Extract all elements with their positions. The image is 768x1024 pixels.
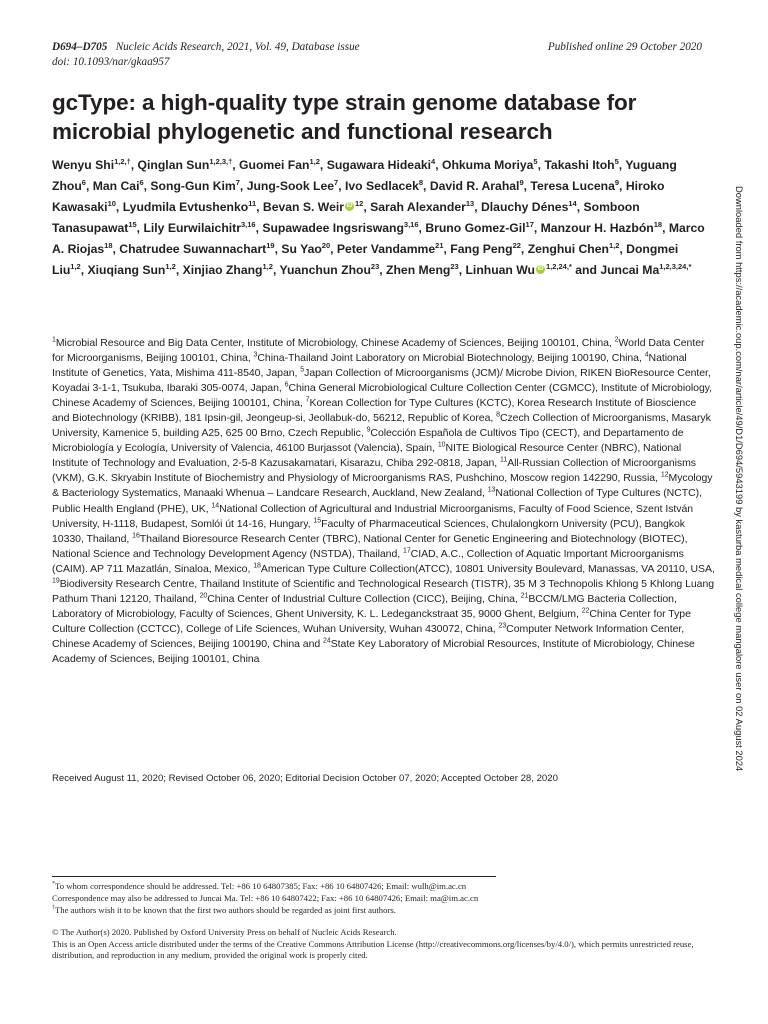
author-name: Marco A. Riojas — [52, 220, 705, 256]
author — [337, 242, 444, 256]
author-affiliation-marks: 1,2,3,† — [209, 156, 233, 166]
affiliation-number: 6 — [284, 381, 289, 389]
author-affiliation-marks: 1,2,† — [114, 156, 131, 166]
author-name: Zenghui Chen — [527, 241, 609, 256]
author — [183, 263, 273, 277]
author-list: Wenyu Shi$^{1,2,\dagger}$, Qinglan Sun$^{1,2,3,\dagger}$, Guomei Fan$^{1,2}$, Sugawara Hideaki$^4$, Ohkuma Moriya$^5$, Takashi Itoh$^5$, Yuguang Zhou$^6$, Man Cai$^6$, Song-Gun Kim$^7$, Jung-Sook Lee$^7$, Ivo Sedlacek$^8$, David R. Arahal$^9$, Teresa Lucena$^9$, Hiroko Kawasaki$^{10}$, Lyudmila Evtushenko$^{11}$, Bevan S. Weir iD $^{12}$, Sarah Alexander$^{13}$, Dlauchy Dénes$^{14}$, Somboon Tanasupawat$^{15}$, Lily Eurwilaichitr$^{3,16}$, Supawadee Ingsriswang$^{3,16}$, Bruno Gomez-Gil$^{17}$, Manzour H. Hazbón$^{18}$, Marco A. Riojas$^{18}$, Chatrudee Suwannachart$^{19}$, Su Yao$^{20}$, Peter Vandamme$^{21}$, Fang Peng$^{22}$, Zenghui Chen$^{1,2}$, Dongmei Liu$^{1,2}$, Xiuqiang Sun$^{1,2}$, Xinjiao Zhang$^{1,2}$, Yuanchun Zhou$^{23}$, Zhen Meng$^{23}$, Linhuan Wu iD $^{1,2,24,*}$ and Juncai $Ma^{1,2,3,24,*}$ — [52, 156, 705, 277]
author-name: David R. Arahal — [429, 178, 520, 193]
affiliations — [52, 336, 716, 667]
doi[interactable]: doi: 10.1093/nar/gkaa957 — [52, 56, 170, 68]
affiliation-number: 14 — [211, 502, 220, 510]
author-affiliation-marks: 18 — [104, 240, 113, 250]
joint-mark: † — [52, 905, 55, 912]
affiliation-text: National Institute of Genetics, Yata, Mishima 411-8540, Japan, — [52, 352, 687, 380]
affiliation-number: 9 — [366, 426, 371, 434]
author-name: Man Cai — [92, 178, 140, 193]
article-title: gcType: a high-quality type strain genome database for microbial phylogenetic and functional research — [52, 90, 637, 144]
author-name: Teresa Lucena — [530, 178, 615, 193]
author-name: Zhen Meng — [386, 262, 451, 277]
author-affiliation-marks: 8 — [418, 177, 424, 187]
author — [386, 263, 459, 277]
affiliation-number: 17 — [402, 547, 411, 555]
author-affiliation-marks: 19 — [266, 240, 275, 250]
author — [528, 242, 620, 256]
author — [530, 179, 619, 193]
author-affiliation-marks: 1,2 — [70, 261, 81, 271]
affiliation-number: 1 — [52, 336, 56, 344]
author-name: Peter Vandamme — [336, 241, 436, 256]
author-affiliation-marks: 12 — [354, 198, 364, 208]
author — [247, 179, 339, 193]
affiliation-number: 4 — [644, 351, 649, 359]
author — [52, 158, 131, 172]
author-name: Lily Eurwilaichitr — [143, 220, 241, 235]
author-affiliation-marks: 9 — [519, 177, 524, 187]
page-range: D694–D705 — [52, 41, 108, 53]
author-name: Chatrudee Suwannachart — [119, 241, 267, 256]
author-name: Ohkuma Moriya — [441, 158, 534, 172]
author-affiliation-marks: 10 — [107, 198, 116, 208]
affiliation-text: China Center for Type Culture Collection (CCTCC), College of Life Sciences, Wuhan University, Wuhan 430072, China, — [52, 607, 691, 635]
affiliation-number: 10 — [437, 441, 446, 449]
author-name: Dlauchy Dénes — [480, 199, 569, 214]
author-name: Wenyu Shi — [52, 158, 115, 172]
orcid-icon[interactable]: iD — [537, 265, 544, 272]
author-name: Ivo Sedlacek — [345, 178, 419, 193]
affiliation-text: Thailand Bioresource Research Center (TBRC), National Center for Genetic Engineering and Biotechnology (BIOTEC), National Science and Technology Development Agency (NSTDA), Thailand, — [52, 532, 688, 560]
affiliation-number: 11 — [500, 456, 508, 464]
affiliation-text: Faculty of Pharmaceutical Sciences, Chulalongkorn University (PCU), Bangkok 10330, Thailand, — [52, 517, 685, 545]
author-name: Dongmei Liu — [52, 241, 679, 277]
affiliation-text: World Data Center for Microorganisms, Beijing 100101, China, — [52, 337, 705, 365]
author-name: Lyudmila Evtushenko — [122, 199, 249, 214]
affiliation-text: National Collection of Type Cultures (NCTC), Public Health England (PHE), UK, — [52, 487, 702, 515]
author-affiliation-marks: 6 — [81, 177, 86, 187]
author-affiliation-marks: 14 — [568, 198, 577, 208]
affiliation-text: All-Russian Collection of Microorganisms (VKM), G.K. Skryabin Institute of Biochemistry and Physiology of Microorganisms RAS, Pushchino, Moscow region 142290, Russia, — [52, 457, 697, 485]
affiliation-text: National Collection of Agricultural and Industrial Microorganisms, Faculty of Food Science, Szent István University, H-1118, Budapest, Somlói út 14-16, Hungary, — [52, 502, 694, 530]
affiliation-text: BCCM/LMG Bacteria Collection, Laboratory of Microbiology, Faculty of Sciences, Ghent University, K. L. Ledeganckstraat 35, 9000 Ghent, Belgium, — [52, 592, 677, 620]
license-block — [52, 927, 716, 962]
author — [541, 221, 662, 235]
author — [465, 263, 571, 277]
affiliation — [253, 563, 715, 575]
author — [345, 179, 423, 193]
author — [281, 242, 330, 256]
affiliation-text: Japan Collection of Microorganisms (JCM)/ Microbe Divion, RIKEN BioResource Center, Koyadai 3-1-1, Tsukuba, Ibaraki 305-0074, Japan, — [52, 367, 711, 395]
affiliation-number: 24 — [323, 637, 331, 645]
affiliation — [52, 337, 615, 349]
author — [544, 158, 618, 172]
author — [239, 158, 320, 172]
affiliation-text: China-Thailand Joint Laboratory on Microbial Biotechnology, Beijing 100190, China, — [257, 352, 645, 365]
affiliation-text: State Key Laboratory of Microbial Resources, Institute of Microbiology, Chinese Academy of Sciences, Beijing 100101, China — [52, 637, 695, 665]
author-name: Jung-Sook Lee — [246, 178, 335, 193]
affiliation-number: 8 — [496, 411, 500, 419]
footnote-divider — [52, 876, 496, 877]
affiliation-number: 2 — [614, 336, 619, 344]
author — [263, 200, 363, 214]
affiliation-number: 15 — [313, 517, 322, 525]
download-watermark: Downloaded from https://academic.oup.com/nar/article/49/D1/D694/5943199 by kasturba medical college mangalore user on 02 August 2024 — [734, 186, 745, 772]
correspondence-footnote — [52, 880, 716, 892]
author-affiliation-marks: 18 — [653, 219, 663, 229]
affiliation-number: 3 — [253, 351, 258, 359]
author — [143, 221, 255, 235]
author-affiliation-marks: 13 — [465, 198, 475, 208]
author-name: Song-Gun Kim — [150, 178, 236, 193]
author-affiliation-marks: 22 — [512, 240, 521, 250]
author-affiliation-marks: 7 — [334, 177, 339, 187]
author-name: Xinjiao Zhang — [182, 262, 263, 277]
affiliation-text: Colección Española de Cultivos Tipo (CECT), and Departamento de Microbiología y Ecología, University of Valencia, 46100 Burjassot (Valencia), Spain, — [52, 427, 684, 455]
author-affiliation-marks: 6 — [139, 177, 144, 187]
affiliation-number: 23 — [498, 622, 507, 630]
author-affiliation-marks: 5 — [614, 156, 619, 166]
author-affiliation-marks: 21 — [435, 240, 444, 250]
author-name: Hiroko Kawasaki — [52, 178, 665, 214]
author-affiliation-marks: 20 — [321, 240, 331, 250]
affiliation-number: 19 — [52, 577, 60, 585]
author-affiliation-marks: 1,2 — [262, 261, 273, 271]
affiliation-text: Computer Network Information Center, Chinese Academy of Sciences, Beijing 100190, China and — [52, 622, 685, 650]
author-name: Yuguang Zhou — [52, 158, 677, 193]
author — [280, 263, 380, 277]
affiliation-number: 12 — [660, 471, 669, 479]
author — [425, 221, 534, 235]
author — [123, 200, 256, 214]
affiliation-text: Czech Collection of Microorganisms, Masaryk University, Kamenice 5, building A25, 625 00 Brno, Czech Republic, — [52, 412, 711, 440]
affiliation — [200, 593, 521, 605]
author — [450, 242, 521, 256]
author — [481, 200, 577, 214]
author-affiliation-marks: 1,2 — [165, 261, 176, 271]
author-affiliation-marks: 3,16 — [403, 219, 419, 229]
author — [600, 263, 691, 277]
affiliation-number: 21 — [520, 592, 529, 600]
author-affiliation-marks: 23 — [450, 261, 459, 271]
author — [327, 158, 436, 172]
author-name: Linhuan Wu — [465, 262, 535, 277]
author-name: Supawadee Ingsriswang — [262, 220, 404, 235]
author-affiliation-marks: 23 — [370, 261, 380, 271]
author-affiliation-marks: 7 — [235, 177, 240, 187]
copyright-line: © The Author(s) 2020. Published by Oxford University Press on behalf of Nucleic Acids Research. — [52, 927, 397, 937]
affiliation-text: CIAD, A.C., Collection of Aquatic Important Microorganisms (CAIM). AP 711 Mazatlán, Sinaloa, Mexico, — [52, 547, 684, 575]
author-name: Fang Peng — [450, 241, 513, 256]
author-name: Guomei Fan — [239, 158, 310, 172]
author-name: Takashi Itoh — [544, 158, 615, 172]
author-affiliation-marks: 1,2,3,24,* — [659, 261, 692, 271]
affiliation-text: NITE Biological Resource Center (NBRC), National Institute of Technology and Evaluation, 2-5-8 Kazusakamatari, Kisarazu, Chiba 292-0818, Japan, — [52, 442, 682, 470]
author-name: Xiuqiang Sun — [87, 262, 166, 277]
affiliation-text: Biodiversity Research Centre, Thailand Institute of Scientific and Technological Research (TISTR), 35 M 3 Technopolis Khlong 5 Khlong Luang Pathum Thani 12120, Thailand, — [52, 577, 715, 605]
author-name: Bevan S. Weir — [262, 199, 344, 214]
affiliation-number: 20 — [199, 592, 208, 600]
author-name: Sarah Alexander — [370, 199, 466, 214]
orcid-icon[interactable]: iD — [346, 202, 353, 209]
author-affiliation-marks: 15 — [128, 219, 137, 229]
author — [88, 263, 176, 277]
journal-citation: Nucleic Acids Research, 2021, Vol. 49, Database issue — [115, 41, 360, 53]
author — [138, 158, 233, 172]
author-affiliation-marks: 1,2 — [608, 240, 620, 250]
author — [119, 242, 274, 256]
author — [430, 179, 524, 193]
affiliation-text: China General Microbiological Culture Collection Center (CGMCC), Institute of Microbiology, Chinese Academy of Sciences, Beijing 100101, China, — [52, 382, 713, 410]
author-affiliation-marks: 3,16 — [240, 219, 256, 229]
affiliation — [254, 352, 645, 364]
author-affiliation-marks: 1,2 — [309, 156, 320, 166]
affiliation-text: Korean Collection for Type Cultures (KCTC), Korea Research Institute of Bioscience and Biotechnology (KRIBB), 181 Ipsin-gil, Jeongeup-si, Jeollabuk-do, 56212, Republic of Korea, — [52, 397, 697, 425]
author-affiliation-marks: 1,2,24,* — [546, 261, 572, 271]
author — [150, 179, 239, 193]
author-name: Manzour H. Hazbón — [540, 220, 654, 235]
affiliation-text: China Center of Industrial Culture Collection (CICC), Beijing, China, — [207, 592, 521, 605]
footnotes — [52, 880, 716, 916]
author — [262, 221, 418, 235]
author — [93, 179, 144, 193]
author-name: Sugawara Hideaki — [326, 158, 432, 172]
affiliation-number: 7 — [305, 396, 310, 404]
joint-author-footnote — [52, 904, 716, 916]
affiliation-text: Mycology & Bacteriology Systematics, Manaaki Whenua – Landcare Research, Auckland, New Zealand, — [52, 472, 713, 500]
author-affiliation-marks: 4 — [431, 156, 436, 166]
affiliation-text: American Type Culture Collection(ATCC), 10801 University Boulevard, Manassas, VA 20110, USA, — [260, 562, 715, 575]
author-name: Qinglan Sun — [137, 158, 210, 172]
affiliation-number: 5 — [300, 366, 305, 374]
affiliation-number: 13 — [487, 486, 496, 494]
correspondence-footnote-2: Correspondence may also be addressed to Juncai Ma. Tel: +86 10 64807422; Fax: +86 10 64807426; Email: ma@im.ac.cn — [52, 893, 479, 904]
submission-dates: Received August 11, 2020; Revised October 06, 2020; Editorial Decision October 07, 2020; Accepted October 28, 2020 — [52, 773, 558, 784]
author-name: Bruno Gomez-Gil — [425, 220, 526, 235]
license-text: This is an Open Access article distributed under the terms of the Creative Commons Attribution License (http://creativecommons.org/licenses/by/4.0/), which permits unrestricted reuse, distribution, and reproduction in any medium, provided the original work is properly cited. — [52, 938, 694, 960]
joint-text: The authors wish it to be known that the first two authors should be regarded as joint first authors. — [55, 905, 396, 916]
published-date: Published online 29 October 2020 — [547, 41, 702, 53]
affiliation-number: 16 — [132, 532, 140, 540]
correspondence-text: To whom correspondence should be addressed. Tel: +86 10 64807385; Fax: +86 10 64807426; Email: wulh@im.ac.cn — [55, 881, 467, 891]
correspondence-mark: * — [52, 881, 55, 888]
author-name: Su Yao — [281, 241, 322, 256]
author-affiliation-marks: 9 — [614, 177, 620, 187]
author — [442, 158, 538, 172]
author-name: Somboon Tanasupawat — [52, 199, 640, 235]
author-name: Yuanchun Zhou — [279, 262, 371, 277]
author-affiliation-marks: 17 — [525, 219, 534, 229]
author-affiliation-marks: 5 — [533, 156, 538, 166]
affiliation-number: 18 — [253, 562, 261, 570]
affiliation-text: Microbial Resource and Big Data Center, Institute of Microbiology, Chinese Academy of Sciences, Beijing 100101, China, — [55, 337, 615, 349]
affiliation-number: 22 — [581, 607, 590, 615]
author — [370, 200, 474, 214]
author-affiliation-marks: 11 — [248, 198, 257, 208]
running-header — [52, 40, 702, 70]
author-name: Juncai Ma — [600, 262, 660, 277]
